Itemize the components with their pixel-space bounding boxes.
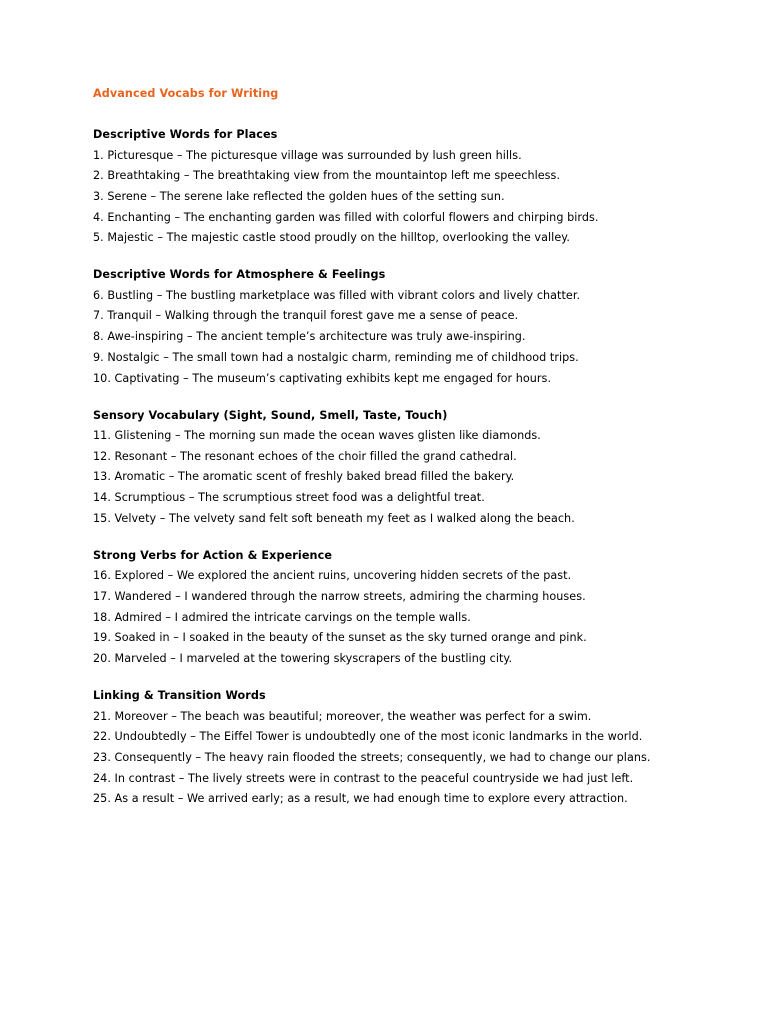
vocab-entry: 18. Admired – I admired the intricate carvings on the temple walls.	[93, 610, 471, 624]
vocab-entry: 19. Soaked in – I soaked in the beauty of the sunset as the sky turned orange and pink.	[93, 631, 587, 645]
section-heading: Descriptive Words for Places	[93, 128, 278, 141]
section-heading: Sensory Vocabulary (Sight, Sound, Smell, Taste, Touch)	[93, 408, 448, 422]
vocab-entry: 4. Enchanting – The enchanting garden was filled with colorful flowers and chirping birds.	[93, 210, 599, 224]
vocab-entry: 22. Undoubtedly – The Eiffel Tower is undoubtedly one of the most iconic landmarks in the world.	[93, 730, 643, 744]
vocab-entry: 2. Breathtaking – The breathtaking view from the mountaintop left me speechless.	[93, 169, 561, 183]
section-heading: Linking & Transition Words	[93, 689, 266, 702]
vocab-section	[93, 548, 753, 667]
sections-container	[93, 127, 753, 807]
vocab-section	[93, 408, 753, 527]
vocab-entry: 3. Serene – The serene lake reflected the golden hues of the setting sun.	[93, 189, 505, 203]
vocab-entry: 21. Moreover – The beach was beautiful; moreover, the weather was perfect for a swim.	[93, 709, 592, 723]
vocab-entry: 14. Scrumptious – The scrumptious street food was a delightful treat.	[93, 491, 485, 505]
vocab-entry: 9. Nostalgic – The small town had a nostalgic charm, reminding me of childhood trips.	[93, 350, 579, 364]
vocab-entry: 24. In contrast – The lively streets were in contrast to the peaceful countryside we had just left.	[93, 771, 634, 785]
vocab-entry: 5. Majestic – The majestic castle stood proudly on the hilltop, overlooking the valley.	[93, 231, 570, 245]
vocab-entry: 10. Captivating – The museum’s captivating exhibits kept me engaged for hours.	[93, 371, 552, 385]
vocab-section	[93, 688, 753, 807]
vocab-entry: 7. Tranquil – Walking through the tranquil forest gave me a sense of peace.	[93, 309, 519, 323]
vocab-entry: 8. Awe-inspiring – The ancient temple’s architecture was truly awe-inspiring.	[93, 330, 526, 344]
vocab-entry: 11. Glistening – The morning sun made the ocean waves glisten like diamonds.	[93, 429, 541, 442]
vocab-entry: 16. Explored – We explored the ancient ruins, uncovering hidden secrets of the past.	[93, 569, 572, 583]
vocab-entry: 6. Bustling – The bustling marketplace was filled with vibrant colors and lively chatter.	[93, 288, 581, 302]
vocab-section	[93, 127, 753, 246]
vocab-entry: 12. Resonant – The resonant echoes of the choir filled the grand cathedral.	[93, 449, 517, 463]
vocab-section	[93, 267, 753, 386]
section-heading: Strong Verbs for Action & Experience	[93, 548, 333, 562]
vocab-entry: 1. Picturesque – The picturesque village was surrounded by lush green hills.	[93, 148, 522, 162]
vocab-entry: 20. Marveled – I marveled at the towering skyscrapers of the bustling city.	[93, 652, 513, 665]
vocab-entry: 25. As a result – We arrived early; as a result, we had enough time to explore every attraction.	[93, 792, 628, 806]
section-heading: Descriptive Words for Atmosphere & Feelings	[93, 268, 386, 282]
vocab-entry: 23. Consequently – The heavy rain flooded the streets; consequently, we had to change our plans.	[93, 750, 651, 764]
vocab-entry: 17. Wandered – I wandered through the narrow streets, admiring the charming houses.	[93, 589, 586, 603]
vocab-entry: 15. Velvety – The velvety sand felt soft beneath my feet as I walked along the beach.	[93, 511, 575, 525]
vocab-entry: 13. Aromatic – The aromatic scent of freshly baked bread filled the bakery.	[93, 470, 515, 484]
document-title: Advanced Vocabs for Writing	[93, 87, 279, 100]
document-page	[93, 86, 753, 828]
